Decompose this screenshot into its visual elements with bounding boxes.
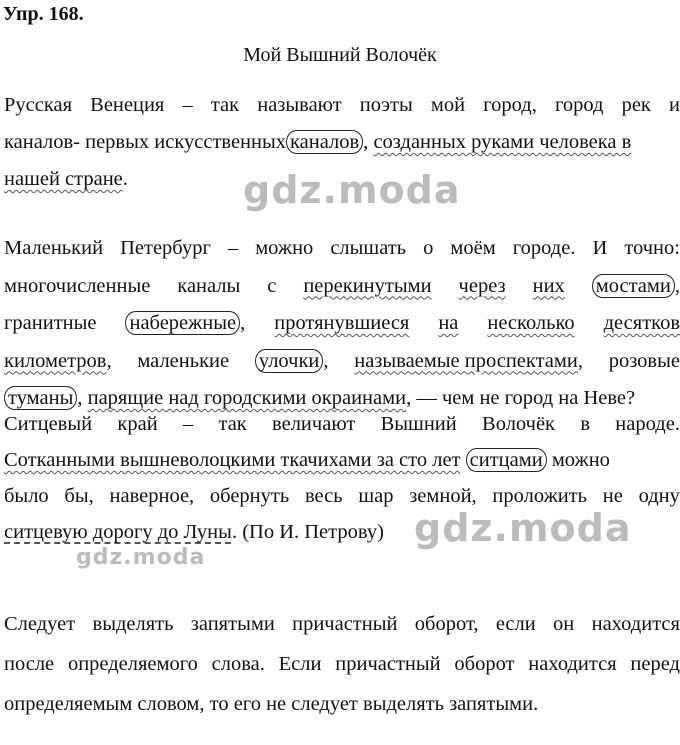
- word: городе.: [512, 237, 576, 259]
- word: о: [423, 237, 434, 259]
- participial-phrase: созданных руками человека в: [373, 131, 632, 153]
- p3-line-1: [4, 406, 680, 442]
- word: Венеция: [90, 94, 165, 116]
- text-run: каналов- первых искусственных: [4, 131, 287, 153]
- participial-word: километров: [4, 349, 107, 372]
- word: находится: [528, 653, 617, 675]
- word: выделять: [92, 613, 174, 635]
- word: проложить: [492, 485, 588, 507]
- word: Маленький: [4, 237, 104, 259]
- word: мой: [430, 94, 466, 116]
- word: и: [668, 94, 680, 116]
- participial-word: протянувшиеся: [274, 312, 410, 334]
- text-title: Мой Вышний Волочёк: [243, 44, 437, 66]
- word: шар: [358, 485, 394, 507]
- word: не: [602, 485, 623, 507]
- word: так: [210, 94, 240, 116]
- word: величают: [272, 413, 356, 435]
- p2-line-1: [4, 230, 680, 268]
- word: Волочёк: [482, 413, 556, 435]
- comma: ,: [363, 131, 374, 153]
- word: если: [495, 613, 536, 635]
- word: край: [117, 413, 158, 435]
- comma: ,: [323, 349, 329, 372]
- circled-word: каналов: [286, 130, 363, 154]
- p4-line-1: [4, 604, 680, 644]
- participial-word: через: [458, 274, 506, 297]
- underlined-phrase: ситцевую дорогу до Луны: [4, 521, 232, 543]
- participial-word: на: [438, 312, 459, 334]
- word: весь: [304, 485, 343, 507]
- word: Ситцевый: [4, 413, 93, 435]
- word: одну: [638, 485, 680, 507]
- word: –: [182, 413, 194, 435]
- word: слова.: [211, 653, 265, 675]
- word: розовые: [608, 349, 680, 372]
- word: называют: [257, 94, 342, 116]
- participial-phrase-end: нашей стране: [4, 168, 123, 190]
- word: слышать: [330, 237, 407, 259]
- word: Если: [278, 653, 322, 675]
- word: –: [182, 94, 193, 116]
- watermark: gdz.moda: [76, 545, 206, 570]
- p2-line-2: [4, 268, 680, 306]
- participial-word: десятков: [603, 312, 680, 334]
- word: он: [553, 613, 575, 635]
- p1-line-2: [4, 124, 680, 161]
- participial-phrase: называемые проспектами: [354, 349, 578, 372]
- word: народе.: [615, 413, 680, 435]
- comma: ,: [577, 349, 583, 372]
- word: так: [218, 413, 247, 435]
- p4-line-2: [4, 644, 680, 684]
- word: И: [592, 237, 608, 259]
- circled-word: набережные: [125, 311, 240, 335]
- participial-word: них: [532, 274, 565, 297]
- p2-line-3: [4, 305, 680, 343]
- comma: ,: [106, 349, 112, 372]
- word: после: [4, 653, 55, 675]
- comma: ,: [674, 274, 680, 297]
- circled-word: улочки: [255, 349, 324, 373]
- circled-word: мостами: [592, 274, 675, 298]
- p3-line-2: [4, 442, 680, 478]
- word: перед: [630, 653, 680, 675]
- period: .: [122, 168, 128, 190]
- circled-word: туманы: [4, 386, 77, 410]
- word: поэты: [359, 94, 413, 116]
- word: наверное,: [109, 485, 195, 507]
- word: оборот,: [414, 613, 479, 635]
- text-run: , — чем не город на Неве?: [406, 387, 636, 409]
- word: Русская: [4, 94, 73, 116]
- word: с: [267, 274, 277, 297]
- word: точно:: [624, 237, 680, 259]
- participial-phrase: Сотканными вышневолоцкими ткачихами за сто лет: [4, 449, 461, 471]
- word: бы,: [64, 485, 94, 507]
- comma: ,: [240, 312, 246, 334]
- word: земной,: [409, 485, 477, 507]
- word: находится: [591, 613, 680, 635]
- word: Следует: [4, 613, 76, 635]
- word: оборот: [454, 653, 515, 675]
- citation: . (По И. Петрову): [231, 521, 384, 543]
- watermark: gdz.moda: [414, 506, 632, 550]
- p2-line-4: [4, 343, 680, 381]
- word: гранитные: [4, 312, 97, 334]
- word: в: [580, 413, 590, 435]
- word: причастный: [335, 653, 441, 675]
- word: можно: [255, 237, 314, 259]
- word: город: [554, 94, 604, 116]
- word: маленькие: [137, 349, 230, 372]
- participial-phrase: парящие над городскими окраинами: [87, 387, 407, 409]
- exercise-number: Упр. 168.: [3, 3, 84, 25]
- word: –: [227, 237, 239, 259]
- word: многочисленные: [4, 274, 151, 297]
- paragraph-2: [4, 230, 680, 418]
- watermark: gdz.moda: [243, 168, 461, 212]
- comma: ,: [77, 387, 83, 409]
- word: определяемого: [67, 653, 198, 675]
- word: Вышний: [380, 413, 457, 435]
- word: причастный: [292, 613, 398, 635]
- word: можно: [551, 449, 610, 471]
- word: обернуть: [209, 485, 290, 507]
- word: рек: [621, 94, 651, 116]
- word: моём: [450, 237, 496, 259]
- word: запятыми: [190, 613, 275, 635]
- p4-line-3: определяемым словом, то его не следует выделять запятыми.: [4, 693, 539, 715]
- participial-word: несколько: [487, 312, 575, 334]
- word: Петербург: [120, 237, 211, 259]
- participial-word: перекинутыми: [303, 274, 432, 297]
- p1-line-1: [4, 87, 680, 124]
- word: было: [4, 485, 49, 507]
- word: каналы: [177, 274, 241, 297]
- word: город,: [483, 94, 537, 116]
- circled-word: ситцами: [466, 448, 547, 472]
- rule-paragraph: [4, 604, 680, 724]
